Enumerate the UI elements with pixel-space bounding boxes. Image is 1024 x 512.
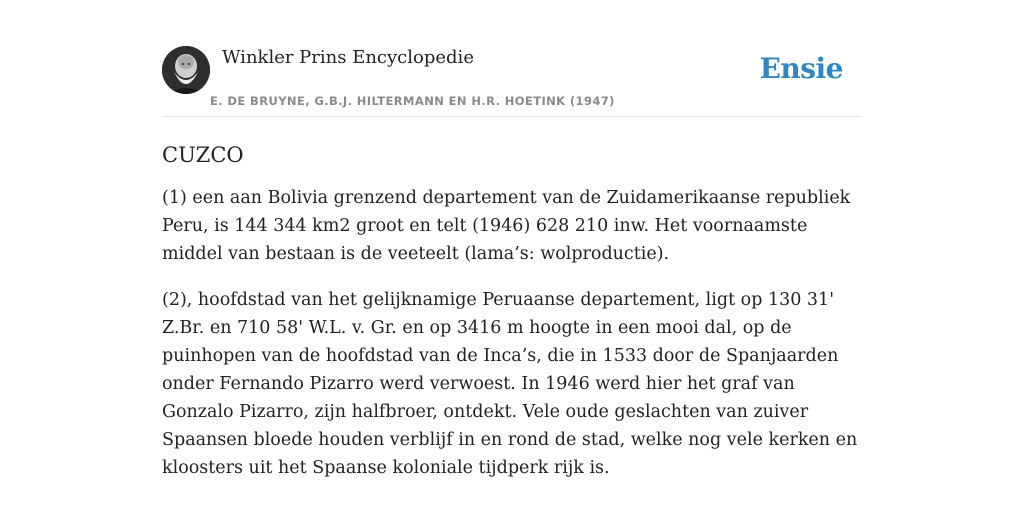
article-paragraph-1: (1) een aan Bolivia grenzend departement van de Zuidamerikaanse republiek Peru, is 144 344 km2 groot en telt (1946) 628 210 inw. Het voornaamste middel van bestaan is de veeteelt (lama’s: wolproductie). bbox=[162, 188, 851, 264]
site-header bbox=[162, 46, 862, 117]
portrait-icon bbox=[162, 46, 210, 94]
article-paragraph-2: (2), hoofdstad van het gelijknamige Peruaanse departement, ligt op 130 31' Z.Br. en 710 58' W.L. v. Gr. en op 3416 m hoogte in een mooi dal, op de puinhopen van de hoofdstad van de Inca’s, die in 1533 door de Spanjaarden onder Fernando Pizarro werd verwoest. In 1946 werd hier het graf van Gonzalo Pizarro, zijn halfbroer, ontdekt. Vele oude geslachten van zuiver Spaansen bloede houden verblijf in en rond de stad, welke nog vele kerken en kloosters uit het Spaanse koloniale tijdperk rijk is. bbox=[162, 290, 858, 478]
encyclopedia-title[interactable]: Winkler Prins Encyclopedie bbox=[222, 47, 474, 68]
article-content bbox=[162, 140, 862, 500]
author-portrait-avatar bbox=[162, 46, 210, 94]
ensie-logo-link[interactable]: Ensie bbox=[759, 52, 843, 85]
authors-line: E. DE BRUYNE, G.B.J. HILTERMANN EN H.R. HOETINK (1947) bbox=[210, 94, 615, 108]
article-title: CUZCO bbox=[162, 143, 244, 167]
